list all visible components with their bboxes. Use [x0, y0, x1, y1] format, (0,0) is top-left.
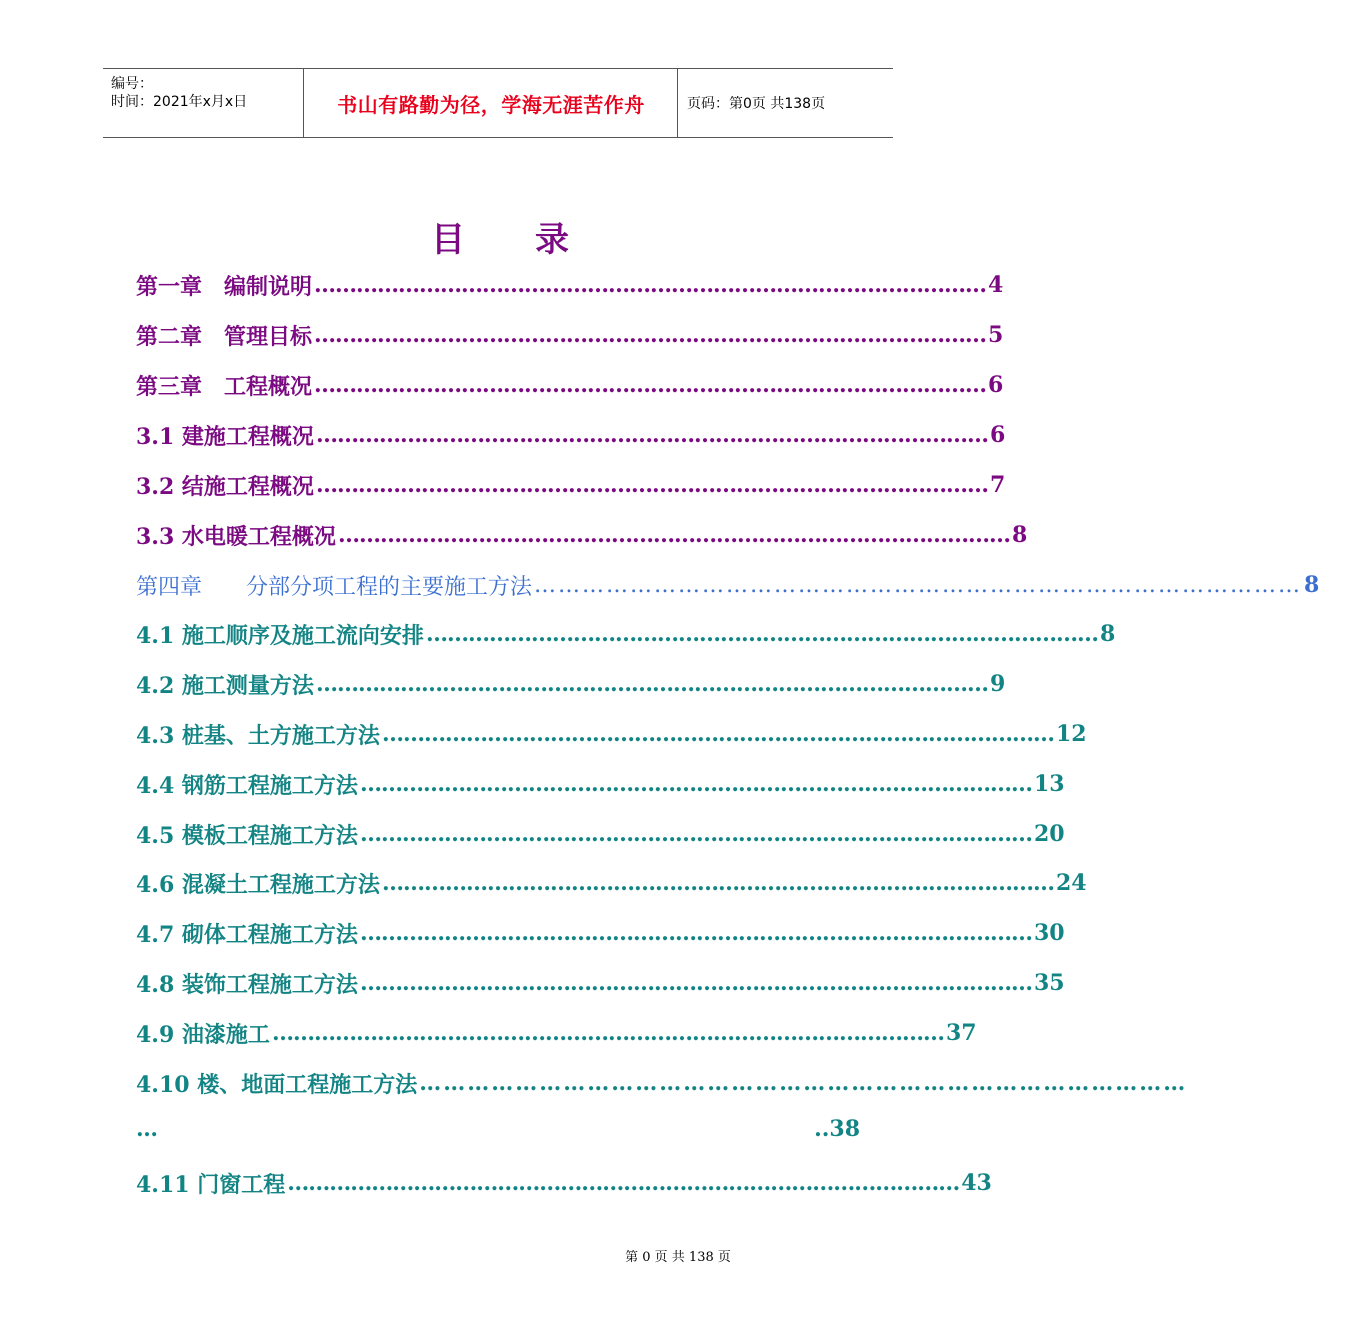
toc-leader: …………………………………………………………………………………… [419, 1070, 1188, 1096]
toc-leader: …………………………………………………………………………………… [359, 771, 1032, 797]
toc-entry-page: 12 [1055, 721, 1087, 747]
toc-entry-label: 3.1 建施工程概况 [136, 423, 314, 450]
toc-entry[interactable] [136, 368, 1004, 402]
toc-entry-page: 35 [1033, 970, 1065, 996]
toc-leader: …………………………………………………………………………………… [287, 1170, 960, 1196]
toc-entry[interactable] [136, 568, 1320, 602]
toc-entry-label: 4.11 门窗工程 [136, 1171, 286, 1198]
toc-entry-page: 8 [1304, 572, 1320, 598]
toc-entry[interactable] [136, 468, 1006, 502]
toc-entry[interactable] [136, 1066, 1188, 1100]
toc-title-char: 目 [431, 220, 465, 260]
toc-entry-page: ..38 [814, 1116, 860, 1142]
toc-leader: …………………………………………………………………………………… [381, 721, 1054, 747]
toc-entry-page: 9 [989, 671, 1006, 697]
number-label: 编号： [111, 76, 153, 92]
toc-entry-label: 第二章 管理目标 [136, 323, 313, 350]
toc-leader: …………………………………………………………………………………… [425, 621, 1098, 647]
toc-entry-continuation [136, 1116, 860, 1150]
toc-entry-page: 24 [1055, 870, 1087, 896]
toc-entry-page: 13 [1033, 771, 1065, 797]
toc-entry-page: 37 [945, 1020, 977, 1046]
toc-entry-page: 5 [988, 322, 1004, 348]
header-divider [677, 69, 678, 137]
toc-leader: …………………………………………………………………………………… [271, 1020, 944, 1046]
header-motto: 书山有路勤为径，学海无涯苦作舟 [337, 92, 645, 117]
toc-entry[interactable] [136, 518, 1028, 552]
toc-entry[interactable] [136, 617, 1116, 651]
toc-leader: …………………………………………………………………………………… [359, 920, 1032, 946]
toc-entry[interactable] [136, 318, 1004, 352]
toc-entry-label: 4.1 施工顺序及施工流向安排 [136, 622, 424, 649]
toc-leader: …………………………………………………………………………………… [359, 970, 1032, 996]
toc-leader: …………………………………………………………………………………… [314, 272, 987, 298]
toc-entry-page: 8 [1099, 621, 1116, 647]
toc-leader: … [136, 1116, 158, 1142]
toc-entry-page: 7 [989, 472, 1006, 498]
toc-leader: …………………………………………………………………………………… [315, 422, 988, 448]
page-footer: 第 0 页 共 138 页 [625, 1250, 731, 1265]
toc-entry-label: 4.3 桩基、土方施工方法 [136, 722, 380, 749]
toc-entry-label: 4.5 模板工程施工方法 [136, 822, 358, 849]
toc-entry-label: 第一章 编制说明 [136, 273, 313, 300]
toc-entry-page: 20 [1033, 821, 1065, 847]
toc-title [0, 212, 1000, 261]
toc-leader: …………………………………………………………………………………… [534, 572, 1303, 598]
toc-entry-page: 43 [961, 1170, 992, 1196]
toc-leader: …………………………………………………………………………………… [381, 870, 1054, 896]
toc-entry-label: 4.7 砌体工程施工方法 [136, 921, 358, 948]
toc-leader: …………………………………………………………………………………… [315, 671, 988, 697]
toc-entry[interactable] [136, 916, 1065, 950]
toc-entry-page: 30 [1033, 920, 1065, 946]
toc-entry[interactable] [136, 667, 1006, 701]
toc-entry-page: 4 [988, 272, 1004, 298]
toc-entry[interactable] [136, 1016, 977, 1050]
toc-entry-page: 8 [1011, 522, 1028, 548]
toc-title-char: 录 [535, 220, 569, 260]
toc-leader: …………………………………………………………………………………… [337, 522, 1010, 548]
toc-leader: …………………………………………………………………………………… [359, 821, 1032, 847]
toc-leader: …………………………………………………………………………………… [315, 472, 988, 498]
toc-entry[interactable] [136, 817, 1065, 851]
header-divider [303, 69, 304, 137]
toc-entry-label: 4.4 钢筋工程施工方法 [136, 772, 358, 799]
toc-entry-label: 4.2 施工测量方法 [136, 672, 314, 699]
toc-entry-page: 6 [988, 372, 1004, 398]
page-header [103, 68, 893, 138]
toc-entry-label: 第三章 工程概况 [136, 373, 313, 400]
toc-entry[interactable] [136, 268, 1004, 302]
header-page-info: 页码：第0页 共138页 [687, 96, 826, 112]
toc-entry[interactable] [136, 966, 1065, 1000]
toc-entry[interactable] [136, 866, 1087, 900]
time-label: 时间：2021年x月x日 [111, 94, 248, 110]
toc-entry[interactable] [136, 1166, 992, 1200]
toc-entry-label: 3.3 水电暖工程概况 [136, 523, 336, 550]
toc-entry[interactable] [136, 767, 1065, 801]
toc-entry-label: 4.10 楼、地面工程施工方法 [136, 1071, 418, 1098]
toc-entry[interactable] [136, 418, 1006, 452]
toc-entry[interactable] [136, 717, 1087, 751]
toc-entry-label: 4.8 装饰工程施工方法 [136, 971, 358, 998]
toc-entry-label: 第四章 分部分项工程的主要施工方法 [136, 574, 533, 600]
toc-entry-label: 3.2 结施工程概况 [136, 473, 314, 500]
header-meta-cell [103, 69, 303, 137]
toc-leader: …………………………………………………………………………………… [314, 372, 987, 398]
toc-entry-label: 4.9 油漆施工 [136, 1021, 270, 1048]
toc-leader: …………………………………………………………………………………… [314, 322, 987, 348]
toc-entry-page: 6 [989, 422, 1006, 448]
toc-entry-label: 4.6 混凝土工程施工方法 [136, 871, 380, 898]
